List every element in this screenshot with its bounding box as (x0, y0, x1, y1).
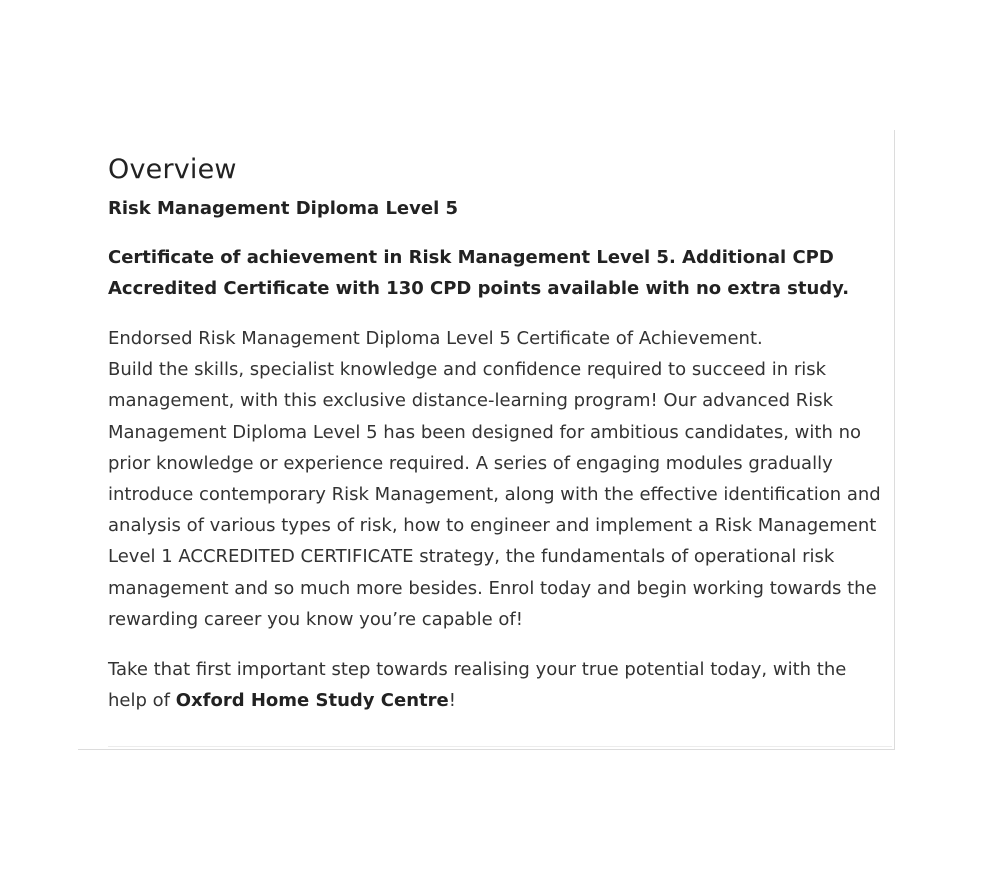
endorsement-line: Endorsed Risk Management Diploma Level 5 Certificate of Achievement. (108, 328, 763, 349)
overview-content (108, 152, 888, 716)
closing-paragraph (108, 654, 888, 716)
course-description (108, 323, 888, 635)
closing-text: Take that first important step towards realising your true potential today, with the help of (108, 659, 847, 712)
closing-punctuation: ! (448, 690, 456, 712)
description-body: Build the skills, specialist knowledge and confidence required to succeed in risk management, with this exclusive distance-learning program! Our advanced Risk Management Diploma Level 5 has been designed for ambitious candidates, with no prior knowledge or experience required. A series of engaging modules gradually introduce contemporary Risk Management, along with the effective identification and analysis of various types of risk, how to engineer and implement a Risk Management Level 1 ACCREDITED CERTIFICATE strategy, the fundamentals of operational risk management and so much more besides. Enrol today and begin working towards the rewarding career you know you’re capable of! (108, 359, 881, 630)
overview-card (78, 130, 895, 750)
divider (108, 746, 892, 747)
certificate-summary: Certificate of achievement in Risk Management Level 5. Additional CPD Accredited Certificate with 130 CPD points available with no extra study. (108, 247, 850, 299)
brand-name: Oxford Home Study Centre (175, 690, 449, 712)
overview-heading: Overview (108, 154, 237, 185)
course-title: Risk Management Diploma Level 5 (108, 198, 459, 219)
